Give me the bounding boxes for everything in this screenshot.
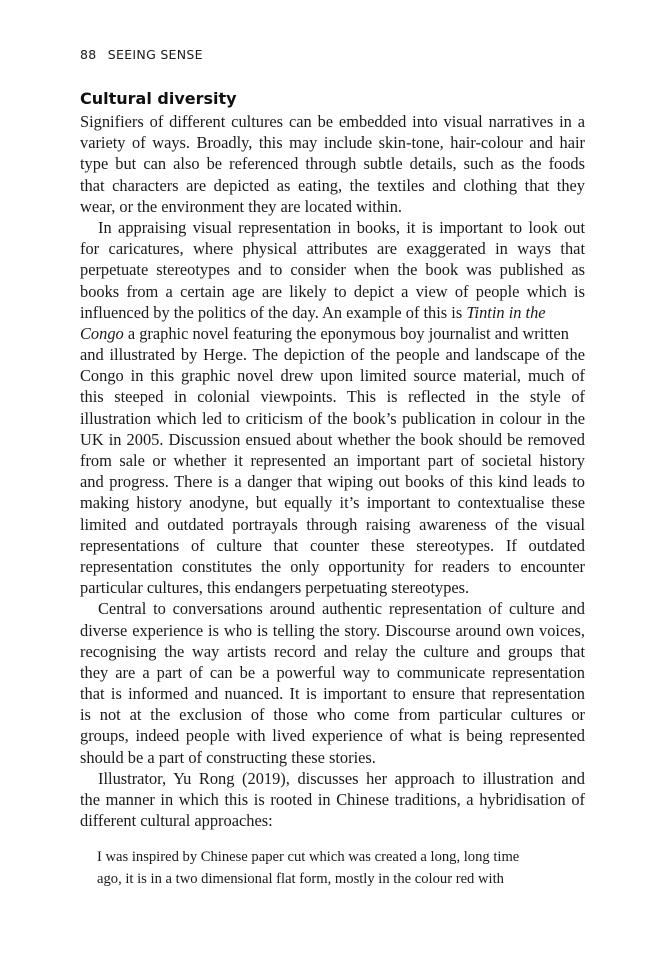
text-line: the manner in which this is rooted in Chinese traditions, a hybridisation of	[80, 790, 585, 809]
text-line: representation constitutes the only opportunity for readers to encounter	[80, 556, 585, 576]
text-line: that characters are depicted as eating, the textiles and clothing that they	[80, 175, 585, 195]
text-line: books from a certain age are likely to depict a view of people which is	[80, 281, 585, 301]
text-line: particular cultures, this endangers perpetuating stereotypes.	[80, 578, 470, 598]
text-line: and progress. There is a danger that wiping out books of this kind leads to	[80, 472, 585, 492]
text-line: recognising the way artists record and relay the culture and groups that	[80, 641, 585, 661]
text-line: and illustrated by Herge. The depiction of the people and landscape of the	[80, 345, 585, 365]
text-line: UK in 2005. Discussion ensued about whether the book should be removed	[80, 429, 585, 449]
text-line: wear, or the environment they are located within.	[80, 196, 403, 216]
quote-line: ago, it is in a two dimensional flat form, mostly in the colour red with	[97, 871, 504, 887]
text-line: limited and outdated portrayals through raising awareness of the visual	[80, 514, 585, 534]
text-line: different cultural approaches:	[80, 811, 273, 831]
text-line: that is informed and nuanced. It is important to ensure that representation	[80, 684, 585, 704]
text-line: should be a part of constructing these stories.	[80, 747, 376, 767]
text-line: making history anodyne, but equally it’s important to contextualise these	[80, 493, 585, 513]
text-run: influenced by the politics of the day. An example of this is	[80, 302, 463, 322]
paragraph-2	[80, 217, 585, 598]
text-line: Congo in this graphic novel drew upon limited source material, much of	[80, 366, 585, 386]
text-line: groups, indeed people with lived experience of what is being represented	[80, 726, 585, 746]
running-title: SEEING SENSE	[107, 47, 203, 62]
text-line: Illustrator, Yu Rong (2019), discusses her approach to illustration and	[98, 768, 585, 788]
text-line	[80, 323, 585, 344]
text-line: representations of culture that counter these stereotypes. If outdated	[80, 535, 585, 555]
block-quote	[97, 846, 567, 890]
paragraph-1	[80, 111, 585, 217]
text-run: a graphic novel featuring the eponymous boy journalist and written	[127, 323, 569, 343]
text-line: variety of ways. Broadly, this may include skin-tone, hair-colour and hair	[80, 133, 585, 153]
text-line: this steeped in colonial viewpoints. This is reflected in the style of	[80, 387, 585, 407]
text-line: for caricatures, where physical attributes are exaggerated in ways that	[80, 239, 585, 259]
book-title: Tintin in the	[466, 302, 546, 322]
text-line: from sale or whether it represented an important part of societal history	[80, 451, 585, 470]
text-line: they are a part of can be a powerful way to communicate representation	[80, 662, 585, 682]
text-line: perpetuate stereotypes and to consider when the book was published as	[80, 260, 585, 280]
text-line: In appraising visual representation in books, it is important to look out	[98, 217, 585, 237]
text-line: is not at the exclusion of those who come from particular cultures or	[80, 705, 585, 725]
text-line: illustration which led to criticism of the book’s publication in colour in the	[80, 408, 585, 428]
text-line: Signifiers of different cultures can be embedded into visual narratives in a	[80, 112, 585, 131]
paragraph-4	[80, 768, 585, 832]
quote-line: I was inspired by Chinese paper cut which was created a long, long time	[97, 849, 520, 865]
text-line: Central to conversations around authentic representation of culture and	[98, 599, 585, 619]
running-header	[80, 47, 203, 62]
text-line: diverse experience is who is telling the story. Discourse around own voices,	[80, 620, 585, 640]
text-line: type but can also be referenced through subtle details, such as the foods	[80, 154, 585, 174]
book-title: Congo	[80, 323, 124, 343]
page-number: 88	[80, 47, 97, 62]
body-text	[80, 111, 585, 831]
section-heading: Cultural diversity	[80, 89, 237, 108]
text-line	[80, 302, 585, 323]
paragraph-3	[80, 598, 585, 768]
